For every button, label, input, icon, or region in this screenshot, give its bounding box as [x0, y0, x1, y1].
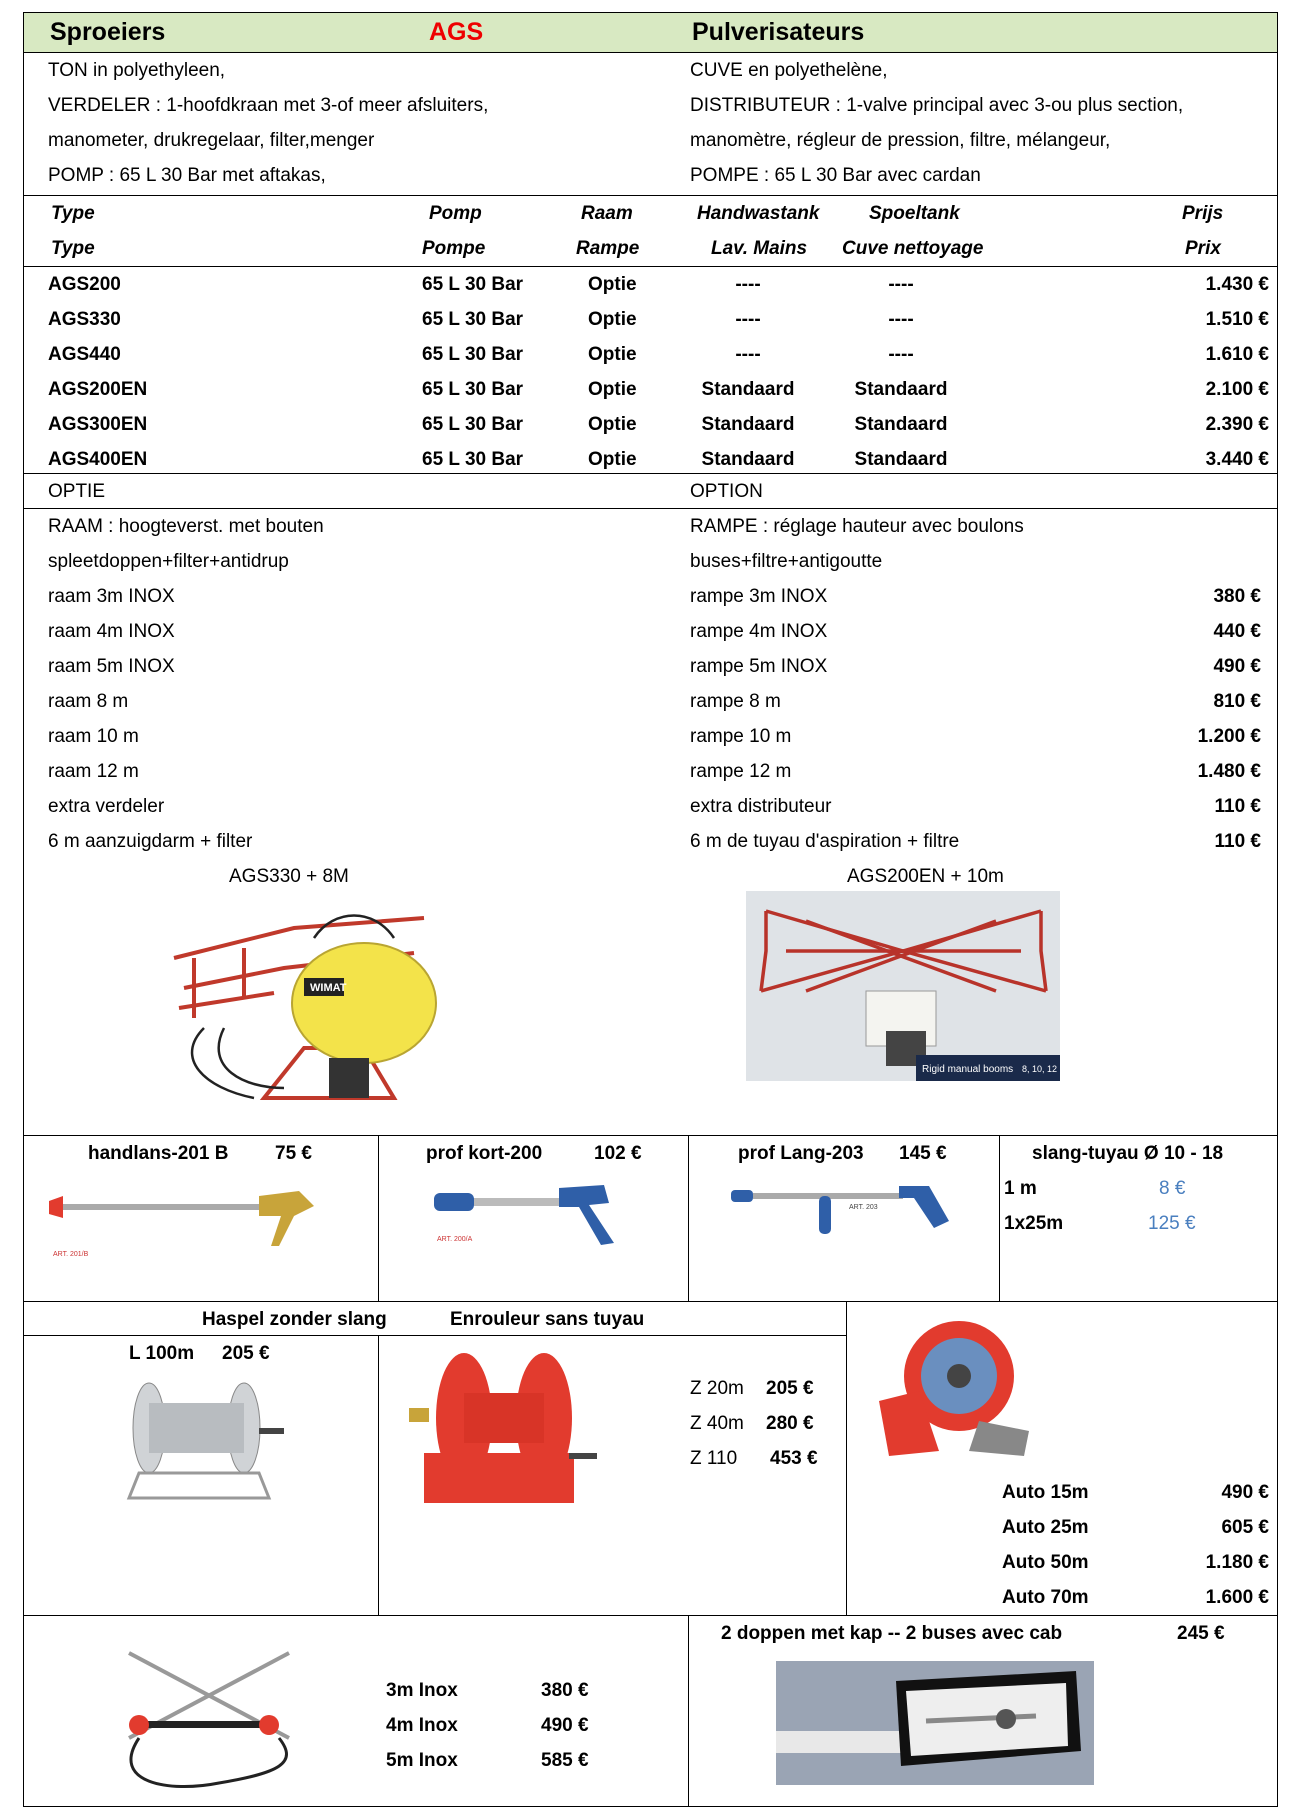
auto-reel-label: Auto 50m — [1002, 1552, 1089, 1573]
photo-caption-left: AGS330 + 8M — [229, 866, 349, 887]
option-title-fr: OPTION — [690, 481, 763, 502]
option-nl: spleetdoppen+filter+antidrup — [48, 551, 289, 572]
divider — [846, 1301, 847, 1615]
intro-nl-4: POMP : 65 L 30 Bar met aftakas, — [48, 165, 326, 186]
option-nl: raam 4m INOX — [48, 621, 175, 642]
model-pump: 65 L 30 Bar — [422, 449, 524, 470]
header-title-fr: Pulverisateurs — [692, 18, 865, 46]
lance-200-art: ART. 200/A — [437, 1236, 473, 1243]
th-raam-nl: Raam — [581, 203, 633, 224]
model-type: AGS200 — [48, 274, 121, 295]
lance-201-name: handlans-201 B — [88, 1143, 229, 1164]
option-nl: 6 m aanzuigdarm + filter — [48, 831, 253, 852]
small-boom-label: 5m Inox — [386, 1750, 458, 1771]
tank-brand-label: WIMAT — [310, 982, 347, 994]
th-hand-nl: Handwastank — [697, 203, 820, 224]
model-price: 1.610 € — [1205, 344, 1269, 365]
th-pompe-fr: Pompe — [422, 238, 486, 259]
model-pump: 65 L 30 Bar — [422, 344, 524, 365]
small-boom-price: 585 € — [541, 1750, 589, 1771]
reel-z20-price: 205 € — [766, 1378, 814, 1399]
booms-caption: Rigid manual booms — [922, 1064, 1014, 1075]
divider — [688, 1615, 689, 1806]
option-price: 1.200 € — [1197, 726, 1261, 747]
option-nl: RAAM : hoogteverst. met bouten — [48, 516, 324, 537]
intro-nl-3: manometer, drukregelaar, filter,menger — [48, 130, 375, 151]
header-title-nl: Sproeiers — [50, 18, 166, 46]
intro-fr-3: manomètre, régleur de pression, filtre, mélangeur, — [690, 130, 1111, 151]
option-price: 110 € — [1214, 796, 1261, 817]
nozzles-price: 245 € — [1177, 1623, 1225, 1644]
reel-z20-label: Z 20m — [690, 1378, 744, 1399]
divider — [24, 1615, 1277, 1616]
header-brand: AGS — [429, 18, 484, 46]
lance-200-photo — [429, 1173, 639, 1263]
small-boom-label: 4m Inox — [386, 1715, 458, 1736]
model-type: AGS440 — [48, 344, 121, 365]
lance-200-name: prof kort-200 — [426, 1143, 543, 1164]
lance-203-price: 145 € — [899, 1143, 947, 1164]
model-price: 2.100 € — [1205, 379, 1269, 400]
hose-25m-label: 1x25m — [1004, 1213, 1064, 1234]
model-handwash: ---- — [735, 309, 761, 330]
th-type-nl: Type — [51, 203, 95, 224]
model-boom: Optie — [588, 274, 637, 295]
model-type: AGS330 — [48, 309, 121, 330]
option-price: 440 € — [1213, 621, 1261, 642]
model-pump: 65 L 30 Bar — [422, 309, 524, 330]
th-lav-fr: Lav. Mains — [711, 238, 808, 259]
photo-caption-right: AGS200EN + 10m — [847, 866, 1004, 887]
model-pump: 65 L 30 Bar — [422, 274, 524, 295]
option-price: 110 € — [1214, 831, 1261, 852]
small-boom-price: 490 € — [541, 1715, 589, 1736]
price-sheet — [23, 12, 1278, 1807]
option-fr: 6 m de tuyau d'aspiration + filtre — [690, 831, 960, 852]
intro-fr-2: DISTRIBUTEUR : 1-valve principal avec 3-ou plus section, — [690, 95, 1184, 116]
model-rinse: ---- — [888, 309, 914, 330]
model-boom: Optie — [588, 414, 637, 435]
model-rinse: Standaard — [854, 414, 948, 435]
model-rinse: Standaard — [854, 379, 948, 400]
option-price: 490 € — [1213, 656, 1261, 677]
option-fr: rampe 3m INOX — [690, 586, 828, 607]
model-pump: 65 L 30 Bar — [422, 379, 524, 400]
option-nl: raam 12 m — [48, 761, 139, 782]
intro-fr-4: POMPE : 65 L 30 Bar avec cardan — [690, 165, 981, 186]
option-fr: rampe 10 m — [690, 726, 792, 747]
lance-201-photo — [49, 1176, 349, 1266]
sprayer-ags330-photo — [164, 898, 464, 1128]
th-rampe-fr: Rampe — [576, 238, 640, 259]
small-boom-label: 3m Inox — [386, 1680, 458, 1701]
lance-200-price: 102 € — [594, 1143, 642, 1164]
th-prijs-nl: Prijs — [1182, 203, 1224, 224]
divider — [999, 1135, 1000, 1301]
lance-201-art: ART. 201/B — [53, 1251, 89, 1258]
auto-reel-label: Auto 70m — [1002, 1587, 1089, 1608]
nozzle-cap-photo — [776, 1661, 1094, 1785]
option-nl: extra verdeler — [48, 796, 165, 817]
model-boom: Optie — [588, 309, 637, 330]
divider — [24, 195, 1277, 196]
model-price: 1.510 € — [1205, 309, 1269, 330]
option-fr: rampe 4m INOX — [690, 621, 828, 642]
lance-203-art: ART. 203 — [849, 1204, 878, 1211]
option-nl: raam 8 m — [48, 691, 129, 712]
divider — [378, 1135, 379, 1301]
reel-l100-label: L 100m — [129, 1343, 195, 1364]
booms-sizes: 8, 10, 12 — [1022, 1064, 1058, 1074]
intro-nl-2: VERDELER : 1-hoofdkraan met 3-of meer afsluiters, — [48, 95, 489, 116]
divider — [24, 473, 1277, 474]
hose-title: slang-tuyau Ø 10 - 18 — [1032, 1143, 1224, 1164]
auto-reel-price: 605 € — [1221, 1517, 1269, 1538]
option-fr: extra distributeur — [690, 796, 832, 817]
auto-reel-label: Auto 25m — [1002, 1517, 1089, 1538]
reel-z40-price: 280 € — [766, 1413, 814, 1434]
model-rinse: Standaard — [854, 449, 948, 470]
auto-reel-label: Auto 15m — [1002, 1482, 1089, 1503]
model-handwash: ---- — [735, 344, 761, 365]
reel-l100-photo — [109, 1373, 289, 1503]
booms-photo — [746, 891, 1060, 1081]
model-price: 2.390 € — [1205, 414, 1269, 435]
model-boom: Optie — [588, 449, 637, 470]
option-title-nl: OPTIE — [48, 481, 106, 502]
auto-reel-price: 1.600 € — [1205, 1587, 1269, 1608]
option-fr: RAMPE : réglage hauteur avec boulons — [690, 516, 1024, 537]
divider — [24, 266, 1277, 267]
divider — [688, 1135, 689, 1301]
small-boom-price: 380 € — [541, 1680, 589, 1701]
option-fr: rampe 5m INOX — [690, 656, 828, 677]
lance-203-photo — [729, 1176, 969, 1266]
option-nl: raam 3m INOX — [48, 586, 175, 607]
intro-nl-1: TON in polyethyleen, — [48, 60, 226, 81]
lance-201-price: 75 € — [275, 1143, 312, 1164]
reels-title-fr: Enrouleur sans tuyau — [450, 1309, 645, 1330]
reel-l100-price: 205 € — [222, 1343, 270, 1364]
small-boom-photo — [109, 1643, 329, 1793]
model-type: AGS300EN — [48, 414, 148, 435]
divider — [378, 1335, 379, 1615]
model-type: AGS400EN — [48, 449, 148, 470]
model-rinse: ---- — [888, 274, 914, 295]
option-price: 1.480 € — [1197, 761, 1261, 782]
lance-203-name: prof Lang-203 — [738, 1143, 864, 1164]
model-pump: 65 L 30 Bar — [422, 414, 524, 435]
option-nl: raam 10 m — [48, 726, 139, 747]
reel-z40-label: Z 40m — [690, 1413, 744, 1434]
model-handwash: Standaard — [701, 414, 795, 435]
model-type: AGS200EN — [48, 379, 148, 400]
model-boom: Optie — [588, 379, 637, 400]
th-prix-fr: Prix — [1185, 238, 1221, 259]
auto-reel-price: 490 € — [1221, 1482, 1269, 1503]
option-fr: buses+filtre+antigoutte — [690, 551, 883, 572]
option-fr: rampe 12 m — [690, 761, 792, 782]
th-pomp-nl: Pomp — [429, 203, 482, 224]
model-price: 1.430 € — [1205, 274, 1269, 295]
model-price: 3.440 € — [1205, 449, 1269, 470]
hose-1m-label: 1 m — [1004, 1178, 1037, 1199]
option-price: 380 € — [1213, 586, 1261, 607]
option-nl: raam 5m INOX — [48, 656, 175, 677]
header-band — [24, 13, 1277, 53]
hose-1m-price: 8 € — [1159, 1178, 1186, 1199]
model-rinse: ---- — [888, 344, 914, 365]
th-type-fr: Type — [51, 238, 95, 259]
reel-z110-label: Z 110 — [690, 1448, 738, 1469]
auto-reel-price: 1.180 € — [1205, 1552, 1269, 1573]
reels-title-nl: Haspel zonder slang — [202, 1309, 387, 1330]
reel-z110-price: 453 € — [770, 1448, 818, 1469]
model-boom: Optie — [588, 344, 637, 365]
intro-fr-1: CUVE en polyethelène, — [690, 60, 888, 81]
model-handwash: ---- — [735, 274, 761, 295]
th-spoel-nl: Spoeltank — [869, 203, 960, 224]
option-fr: rampe 8 m — [690, 691, 781, 712]
reel-auto-photo — [869, 1311, 1039, 1461]
th-cuve-fr: Cuve nettoyage — [842, 238, 984, 259]
hose-25m-price: 125 € — [1148, 1213, 1196, 1234]
reel-z-photo — [409, 1343, 599, 1513]
nozzles-title: 2 doppen met kap -- 2 buses avec cab — [721, 1623, 1063, 1644]
option-price: 810 € — [1213, 691, 1261, 712]
model-handwash: Standaard — [701, 449, 795, 470]
model-handwash: Standaard — [701, 379, 795, 400]
